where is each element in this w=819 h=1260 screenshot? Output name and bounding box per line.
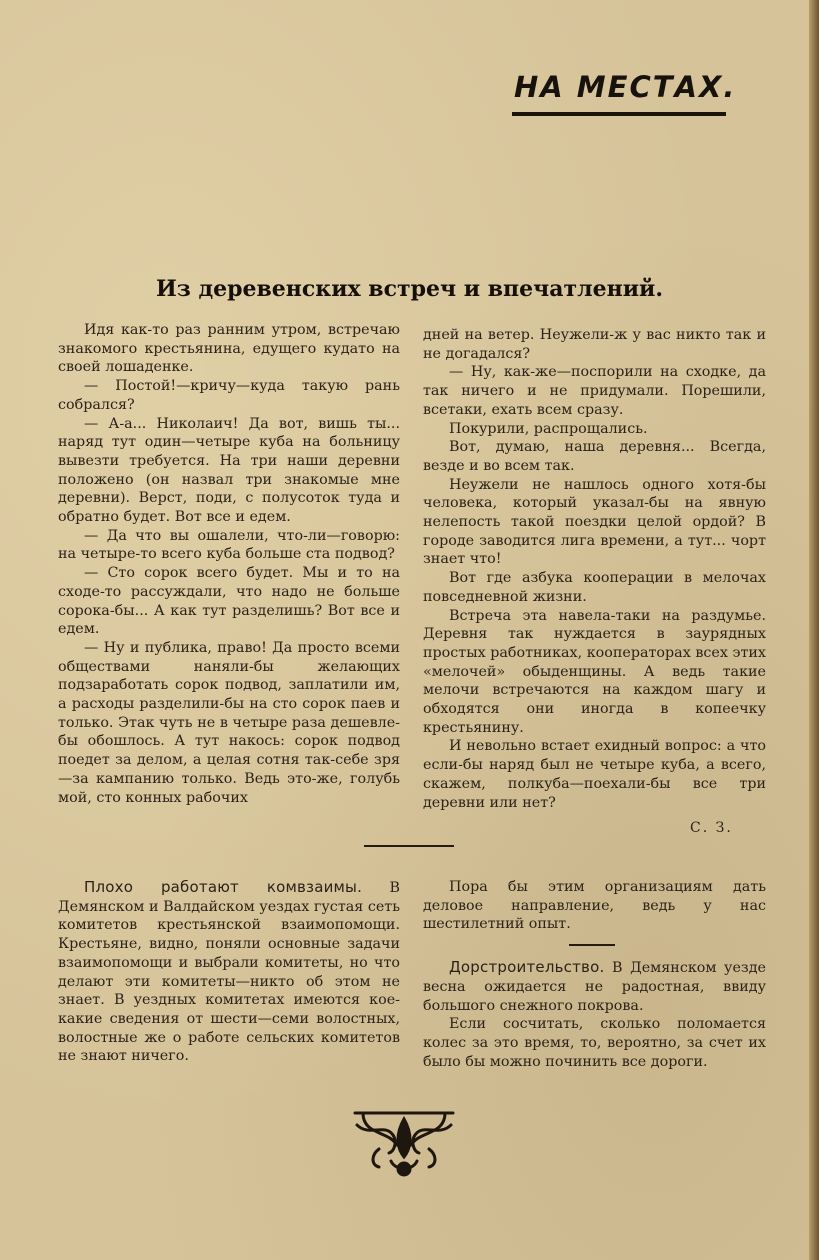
paragraph: — Сто сорок всего будет. Мы и то на сходе-то рассуждали, что надо не больше сорока-бы... А как тут разделишь? Вот все и едем. bbox=[58, 565, 400, 638]
paragraph: И невольно встает ехидный вопрос: а что если-бы наряд был не четыре куба, а всего, скажем, полкуба—поехали-бы все три деревни или нет? bbox=[423, 738, 766, 811]
note-paragraph bbox=[423, 958, 766, 1015]
author-signature: С. З. bbox=[690, 820, 733, 836]
section-divider bbox=[364, 845, 454, 847]
paragraph: Вот, думаю, наша деревня... Всегда, везде и во всем так. bbox=[423, 439, 766, 474]
note-text: В Демянском и Валдайском уездах густая сеть комитетов крестьянской взаимопомощи. Крестьяне, видно, поняли основные задачи взаимопомощи и выбрали комитеты, но что делают эти комитеты—никто об этом не знает. В уездных комитетах имеются кое-какие сведения от шести—семи волостных, волостные же о работе сельских комитетов не знают ничего. bbox=[58, 880, 400, 1065]
paragraph: Покурили, распрощались. bbox=[449, 420, 648, 437]
paragraph: Неужели не нашлось одного хотя-бы человека, который указал-бы на явную нелепость такой поездки целой ордой? В городе заводится лига времени, а тут... чорт знает что! bbox=[423, 476, 766, 568]
decorative-ornament-icon bbox=[349, 1105, 459, 1180]
paragraph: Идя как-то раз ранним утром, встречаю знакомого крестьянина, едущего кудато на своей лошаденке. bbox=[58, 322, 400, 376]
paragraph-continuation: дней на ветер. Неужели-ж у вас никто так и не догадался? bbox=[423, 327, 766, 362]
note-heading-kvz: Плохо работают комвзаимы. bbox=[84, 878, 363, 896]
article-column-right bbox=[423, 326, 766, 812]
note-heading-road: Дорстроительство. bbox=[449, 958, 605, 977]
paragraph: — А-а... Николаич! Да вот, вишь ты... наряд тут один—четыре куба на больницу вывезти требуется. На три наши деревни положено (он назвал три знакомые мне деревни). Верст, поди, с полусоток туда и обратно будет. Вот все и едем. bbox=[58, 415, 400, 526]
section-title-rule bbox=[512, 112, 726, 116]
article-column-left bbox=[58, 321, 400, 807]
note-paragraph: Пора бы этим организациям дать деловое направление, ведь у нас шестилетний опыт. bbox=[423, 879, 766, 933]
paragraph: — Да что вы ошалели, что-ли—говорю: на четыре-то всего куба больше ста подвод? bbox=[58, 527, 400, 563]
paragraph: — Ну, как-же—поспорили на сходке, да так ничего и не придумали. Порешили, всетаки, ехать всем сразу. bbox=[423, 364, 766, 418]
article-title: Из деревенских встреч и впечатлений. bbox=[156, 276, 663, 302]
note-column-right bbox=[423, 878, 766, 1071]
note-text: В Демянском уезде весна ожидается не радостная, ввиду большого снежного покрова. bbox=[423, 960, 766, 1014]
paragraph: Встреча эта навела-таки на раздумье. Деревня так нуждается в заурядных простых работниках, кооператорах всех этих «мелочей» обыденщины. А ведь такие мелочи встречаются на каждом шагу и обходятся они иногда в копеечку крестьянину. bbox=[423, 607, 766, 736]
note-paragraph bbox=[58, 878, 400, 1066]
paragraph: — Постой!—кричу—куда такую рань собрался? bbox=[58, 378, 400, 413]
page-spine-edge bbox=[809, 0, 819, 1260]
note-paragraph: Если сосчитать, сколько поломается колес за это время, то, вероятно, за счет их было бы можно починить все дороги. bbox=[423, 1016, 766, 1070]
note-column-left bbox=[58, 878, 400, 1066]
section-title: НА МЕСТАХ. bbox=[514, 70, 737, 104]
paragraph: — Ну и публика, право! Да просто всеми обществами наняли-бы желающих подзаработать сорок подвод, заплатили им, а расходы разделили-бы на сто сорок паев и только. Этак чуть не в четыре раза дешевле-бы обошлось. А тут накось: сорок подвод поедет за делом, а целая сотня так-себе зря—за кампанию только. Ведь это-же, голубь мой, сто конных рабочих bbox=[58, 639, 400, 806]
paragraph: Вот где азбука кооперации в мелочах повседневной жизни. bbox=[423, 570, 766, 605]
note-divider bbox=[569, 944, 615, 946]
